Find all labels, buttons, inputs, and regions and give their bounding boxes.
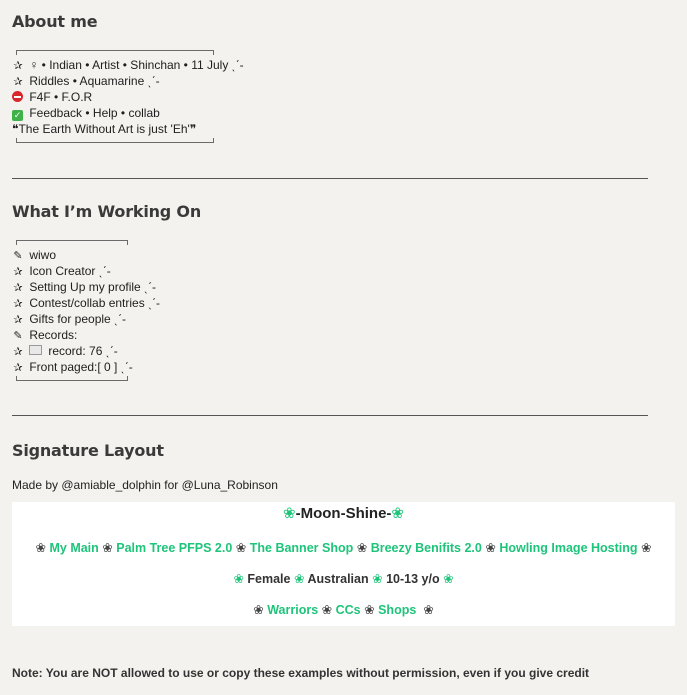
pencil-icon: ✎ xyxy=(13,330,23,342)
working-line xyxy=(12,263,160,279)
section-divider xyxy=(12,178,648,179)
link-shops[interactable]: Shops xyxy=(378,603,417,617)
star-icon: ✰ xyxy=(13,282,23,294)
info-country: Australian xyxy=(307,572,369,586)
frame-top-divider xyxy=(16,50,214,55)
about-line xyxy=(12,57,244,73)
link-ccs[interactable]: CCs xyxy=(335,603,361,617)
links-row xyxy=(12,602,675,617)
about-line-text: The Earth Without Art is just 'Eh'❞ xyxy=(18,122,197,136)
star-icon: ✰ xyxy=(13,362,23,374)
signature-title: Signature Layout xyxy=(12,441,164,460)
flower-icon: ❀ xyxy=(443,572,454,586)
flower-icon: ❀ xyxy=(391,505,404,522)
frame-bottom-divider xyxy=(16,376,128,381)
flower-icon: ❀ xyxy=(283,505,296,522)
about-box xyxy=(12,50,244,143)
link-palm-tree-pfps[interactable]: Palm Tree PFPS 2.0 xyxy=(116,541,233,555)
signature-credit: Made by @amiable_dolphin for @Luna_Robinson xyxy=(12,478,278,492)
working-line-text: Contest/collab entries ˎˊ- xyxy=(26,296,161,310)
frame-top-divider xyxy=(16,240,128,245)
no-entry-icon xyxy=(12,91,23,102)
pencil-icon: ✎ xyxy=(13,250,23,262)
about-line xyxy=(12,105,244,121)
star-icon: ✰ xyxy=(13,76,23,88)
working-line-text: record: 76 ˎˊ- xyxy=(45,344,118,358)
working-line xyxy=(12,327,160,343)
quote-open-icon: ❝ xyxy=(12,122,19,136)
working-line xyxy=(12,279,160,295)
link-breezy-benifits[interactable]: Breezy Benifits 2.0 xyxy=(370,541,482,555)
working-line-text: Gifts for people ˎˊ- xyxy=(26,312,127,326)
star-icon: ✰ xyxy=(13,298,23,310)
about-line xyxy=(12,73,244,89)
flower-icon: ❀ xyxy=(35,541,46,555)
flower-icon: ❀ xyxy=(321,603,333,617)
working-line-text: Records: xyxy=(26,328,78,342)
working-box xyxy=(12,240,160,381)
flower-icon: ❀ xyxy=(356,541,368,555)
flower-icon: ❀ xyxy=(253,603,264,617)
flower-icon: ❀ xyxy=(293,572,305,586)
signature-banner xyxy=(12,502,675,626)
working-line xyxy=(12,343,160,359)
permission-note: Note: You are NOT allowed to use or copy these examples without permission, even if you give credit xyxy=(12,666,590,680)
working-line xyxy=(12,247,160,263)
about-line-text: F4F • F.O.R xyxy=(26,90,93,104)
flower-icon: ❀ xyxy=(102,541,113,555)
working-line-text: wiwo xyxy=(26,248,57,262)
star-icon: ✰ xyxy=(13,266,23,278)
working-title: What I’m Working On xyxy=(12,202,202,221)
banner-title-row xyxy=(12,504,675,522)
links-row xyxy=(12,540,675,555)
about-line-text: Riddles • Aquamarine ˎˊ- xyxy=(26,74,160,88)
info-gender: Female xyxy=(247,572,291,586)
banner-title: -Moon-Shine- xyxy=(295,505,392,522)
working-line-text: Setting Up my profile ˎˊ- xyxy=(26,280,157,294)
section-divider xyxy=(12,415,648,416)
flower-icon: ❀ xyxy=(233,572,244,586)
flower-icon: ❀ xyxy=(364,603,375,617)
info-row xyxy=(12,571,675,586)
link-warriors[interactable]: Warriors xyxy=(267,603,319,617)
flower-icon: ❀ xyxy=(641,541,652,555)
about-line-text: ♀ • Indian • Artist • Shinchan • 11 July ˎˊ- xyxy=(26,58,244,72)
link-my-main[interactable]: My Main xyxy=(49,541,99,555)
about-line-text: Feedback • Help • collab xyxy=(26,106,160,120)
flower-icon: ❀ xyxy=(485,541,496,555)
check-mark-icon: ✓ xyxy=(13,110,22,120)
flower-icon: ❀ xyxy=(235,541,247,555)
working-line xyxy=(12,311,160,327)
frame-bottom-divider xyxy=(16,138,214,143)
about-line xyxy=(12,121,244,137)
star-icon: ✰ xyxy=(13,314,23,326)
star-icon: ✰ xyxy=(13,60,23,72)
info-age: 10-13 y/o xyxy=(386,572,440,586)
star-icon: ✰ xyxy=(13,346,23,358)
working-line-text: Front paged:[ 0 ] ˎˊ- xyxy=(26,360,133,374)
about-title: About me xyxy=(12,12,98,31)
flower-icon: ❀ xyxy=(423,603,434,617)
flower-icon: ❀ xyxy=(372,572,383,586)
working-line-text: Icon Creator ˎˊ- xyxy=(26,264,111,278)
working-line xyxy=(12,359,160,375)
link-howling-image-hosting[interactable]: Howling Image Hosting xyxy=(499,541,638,555)
envelope-icon xyxy=(29,345,42,355)
working-line xyxy=(12,295,160,311)
about-line xyxy=(12,89,244,105)
link-banner-shop[interactable]: The Banner Shop xyxy=(249,541,354,555)
